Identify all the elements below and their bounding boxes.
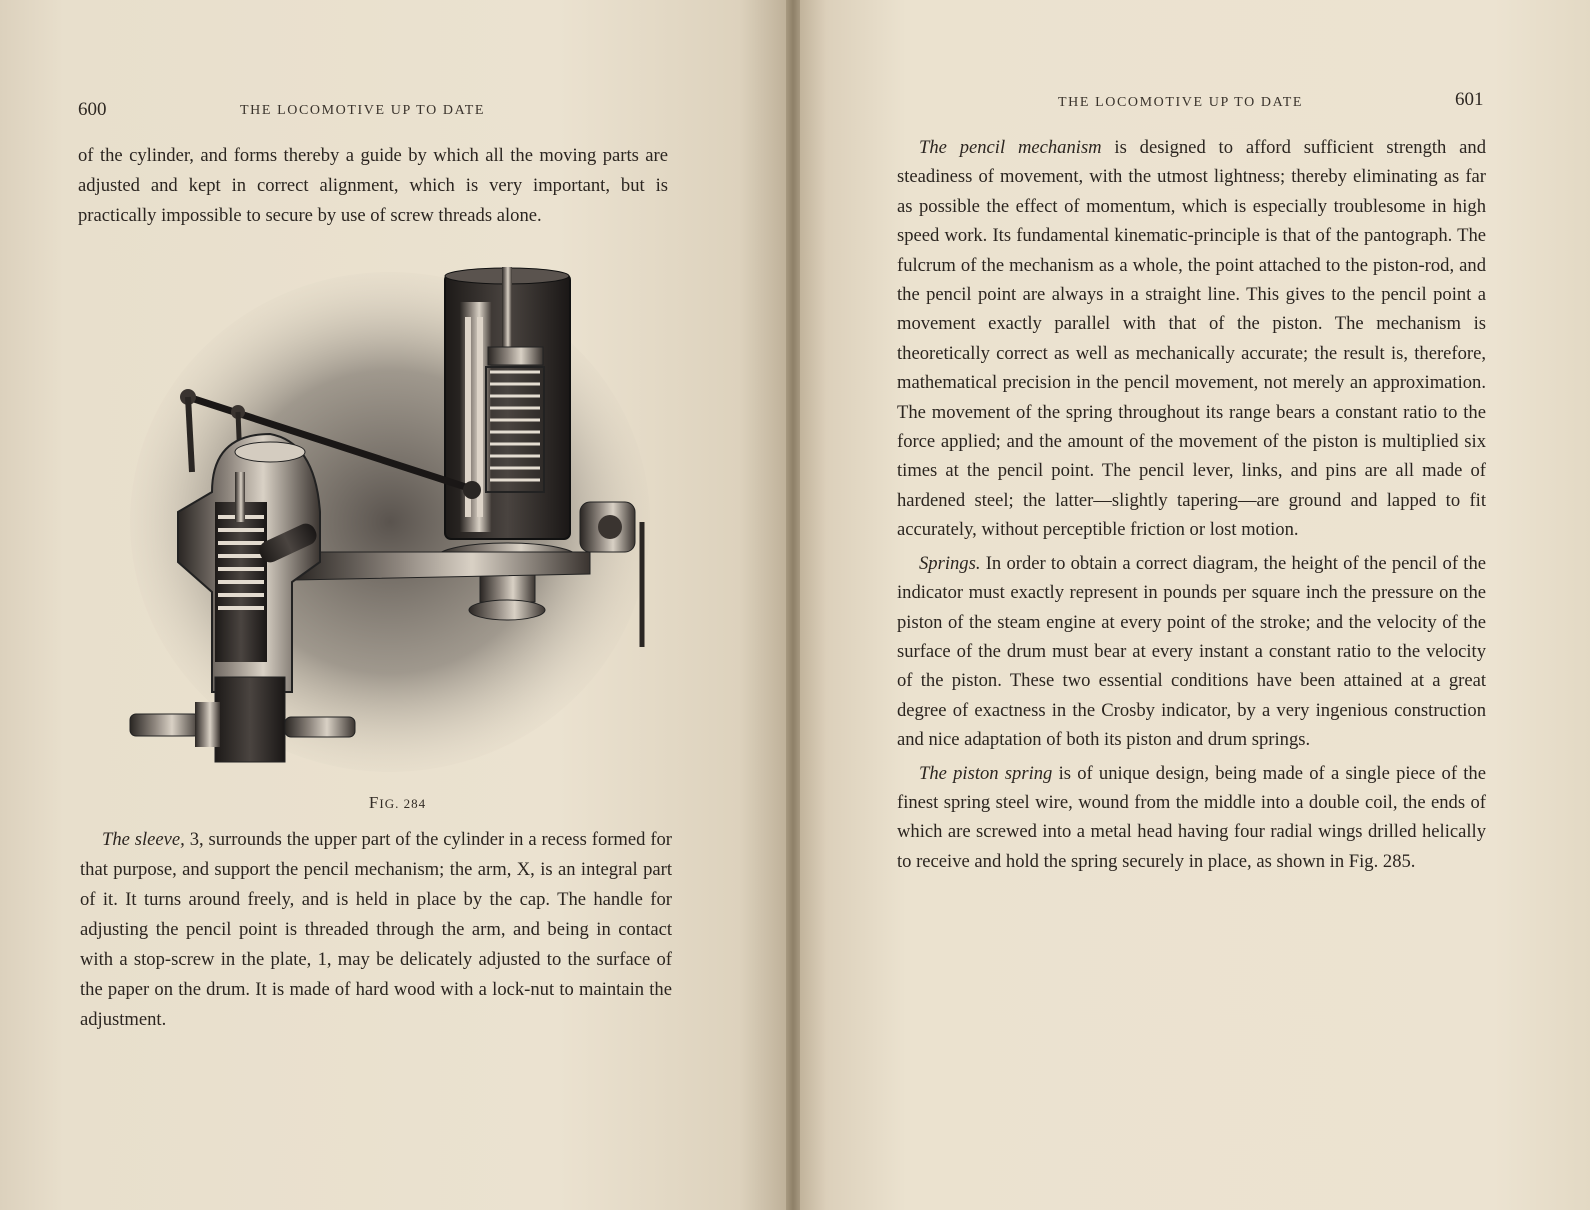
pencil-text: is designed to afford sufficient strength and steadiness of movement, with the utmost lightness; thereby eliminating as far as possible the effect of momentum, which is especially troublesome in high speed work. Its fundamental kinematic-principle is that of the pantograph. The fulcrum of the mechanism as a whole, the point attached to the piston-rod, and the pencil point are always in a straight line. This gives to the pencil point a movement exactly parallel with that of the piston. The mechanism is theoretically correct as well as mechanically accurate; the result is, therefore, mathematical precision in the pencil movement, not merely an approximation. The movement of the spring throughout its range bears a constant ratio to the force applied; and the amount of the movement of the piston is multiplied six times at the pencil point. The pencil lever, links, and pins are all made of hardened steel; the latter—slightly tapering—are ground and lapped to fit accurately, without perceptible friction or lost motion. (897, 137, 1486, 541)
figure-caption (0, 793, 795, 813)
paragraph-sleeve (80, 825, 672, 1035)
running-head-right: THE LOCOMOTIVE UP TO DATE (1058, 95, 1304, 110)
sleeve-heading: The sleeve, (102, 829, 185, 850)
paragraph-pencil-mechanism (897, 133, 1486, 545)
piston-text: is of unique design, being made of a single piece of the finest spring steel wire, wound from the middle into a double coil, the ends of which are screwed into a metal head having four radial wings drilled helically to receive and hold the spring securely in place, as shown in Fig. 285. (897, 762, 1486, 872)
right-text-column (897, 133, 1486, 876)
sleeve-text: 3, surrounds the upper part of the cylinder in a recess formed for that purpose, and support the pencil mechanism; the arm, X, is an integral part of it. It turns around freely, and is held in place by the cap. The handle for adjusting the pencil point is threaded through the arm, and being in contact with a stop-screw in the plate, 1, may be delicately adjusted to the surface of the paper on the drum. It is made of hard wood with a lock-nut to maintain the adjustment. (80, 829, 672, 1030)
figure-indicator-illustration (120, 262, 680, 787)
page-number-right: 601 (1455, 89, 1484, 110)
piston-heading: The piston spring (919, 762, 1053, 784)
running-head-left: THE LOCOMOTIVE UP TO DATE (240, 103, 486, 118)
paragraph-cylinder-guide: of the cylinder, and forms thereby a guide by which all the moving parts are adjusted and kept in correct alignment, which is very important, but is practically impossible to secure by use of screw threads alone. (78, 145, 668, 226)
caption-initial: F (368, 793, 380, 812)
paragraph-piston-spring (897, 759, 1486, 877)
springs-text: In order to obtain a correct diagram, the height of the pencil of the indicator must exactly represent in pounds per square inch the pressure on the piston of the steam engine at every point of the stroke; and the velocity of the surface of the drum must bear at every instant a constant ratio to the velocity of the piston. These two essential conditions have been attained at a great degree of exactness in the Crosby indicator, by a very ingenious construction and nice adaptation of both its piston and drum springs. (897, 552, 1486, 751)
page-number-left: 600 (78, 99, 107, 120)
paragraph-springs (897, 549, 1486, 755)
caption-rest: IG. 284 (379, 796, 427, 811)
book-gutter (786, 0, 800, 1210)
right-page (795, 0, 1590, 1210)
springs-heading: Springs. (919, 552, 981, 574)
left-top-paragraph (78, 141, 668, 231)
pencil-heading: The pencil mechanism (919, 137, 1102, 158)
left-bottom-paragraph (80, 825, 672, 1035)
